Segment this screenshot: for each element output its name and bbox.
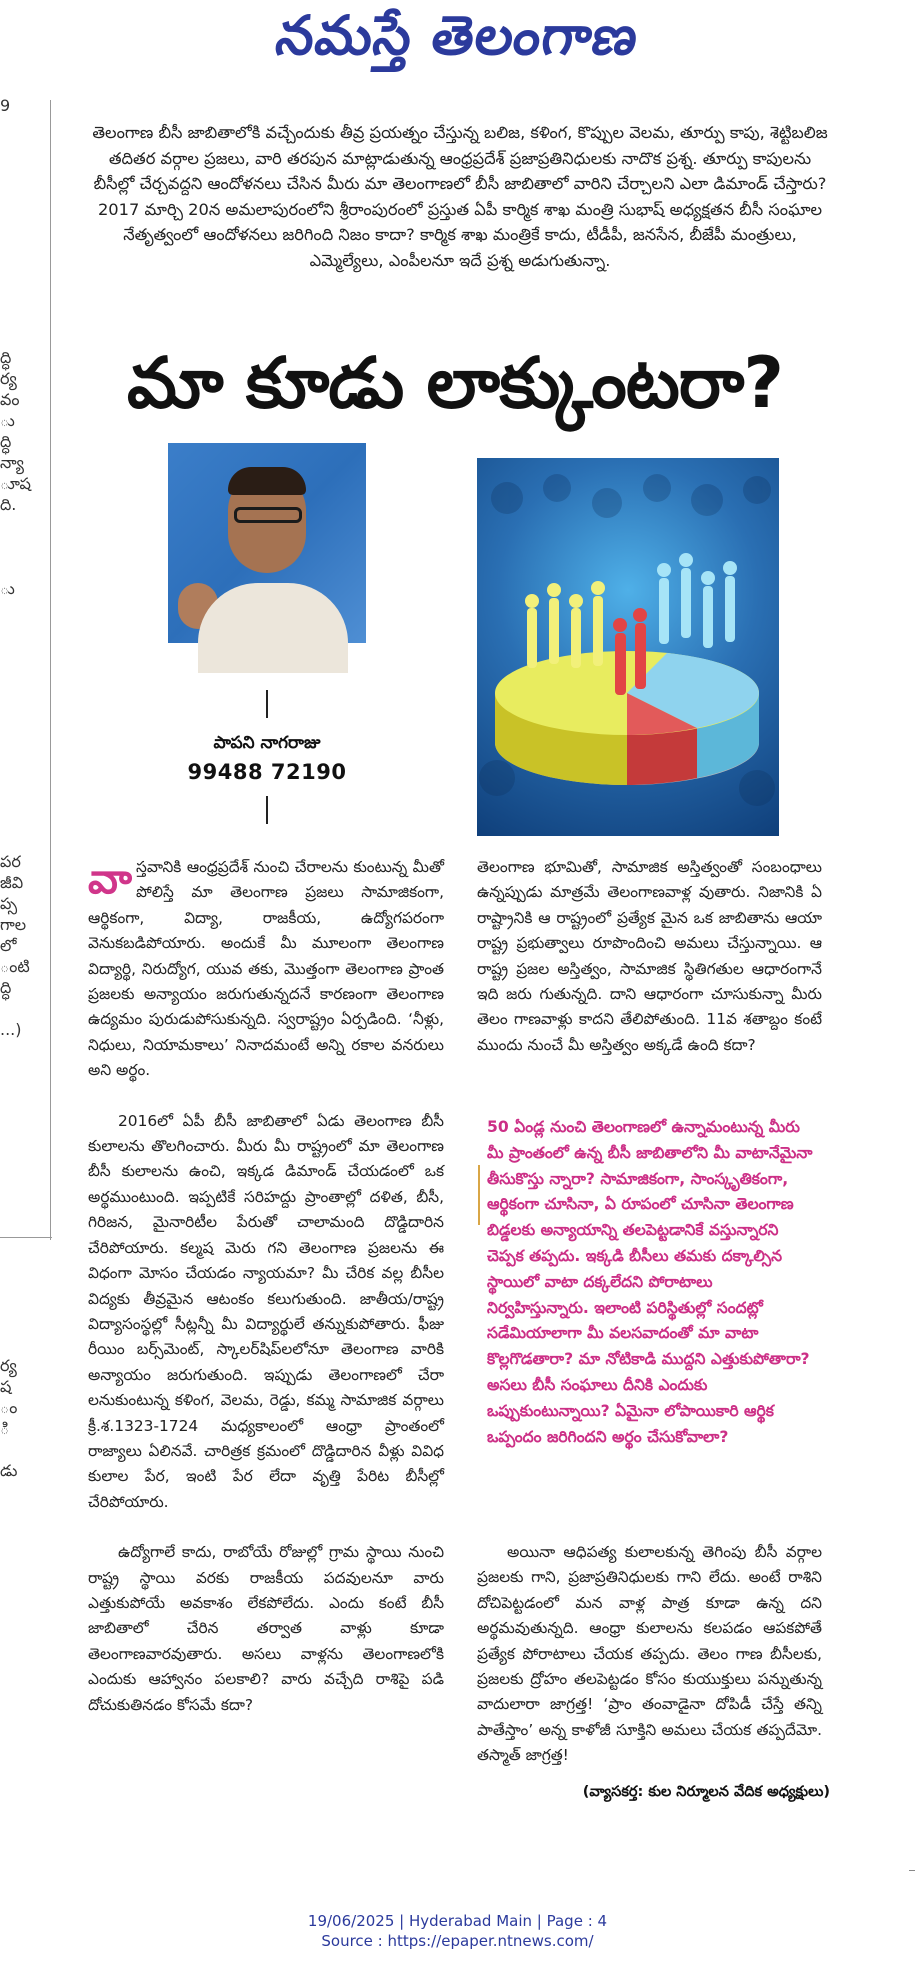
edge-fragment: న్యా <box>0 453 24 472</box>
edge-fragment: వం <box>0 390 20 409</box>
article-paragraph: వాస్తవానికి ఆంధ్రప్రదేశ్ నుంచి చేరాలను కుంటున్న మీతో పోలిస్తే మా తెలంగాణ ప్రజలు సామాజికంగా, ఆర్థికంగా, విద్యా, రాజకీయ, ఉద్యోగపరంగా వెనుకబడిపోయారు. అందుకే మీ మూలంగా తెలంగాణ విద్యార్థి, నిరుద్యోగ, యువ తకు, మొత్తంగా తెలంగాణ ప్రాంత ప్రజలకు అన్యాయం జరుగుతున్నదనే కారణంగా తెలంగాణ ఉద్యమం పురుడుపోసుకున్నది. స్వరాష్ట్రం ఏర్పడింది. ‘నీళ్లు, నిధులు, నియామకాలు’ నినాదమంటే అన్ని రకాల వనరులు అని అర్థం. <box>88 854 444 1080</box>
edge-fragment: జీవి <box>0 873 24 892</box>
edge-fragment <box>0 1272 18 1293</box>
edge-fragment <box>0 1146 18 1167</box>
edge-fragment: ంటి <box>0 957 30 976</box>
edge-fragment <box>0 1314 18 1335</box>
drop-cap: వా <box>88 854 133 903</box>
edge-fragment <box>0 600 18 621</box>
edge-fragment: ష <box>0 1377 12 1396</box>
edge-fragment: ర్య <box>0 1356 17 1375</box>
edge-fragment <box>0 1251 18 1272</box>
edge-fragment: ప్స <box>0 894 18 913</box>
edge-fragment <box>0 117 18 138</box>
article-paragraph: తెలంగాణ భూమితో, సామాజిక అస్తిత్వంతో సంబంధాలు ఉన్నప్పుడు మాత్రమే తెలంగాణవాళ్ల వుతారు. నిజానికి ఏ రాష్ట్రానికి ఆ రాష్ట్రంలో ప్రత్యేక మైన ఒక జాబితాను ఆయా రాష్ట్ర ప్రభుత్వాలు రూపొందించి అమలు చేస్తున్నాయి. ఆ రాష్ట్ర ప్రజల అస్తిత్వం, సామాజిక స్థితిగతుల ఆధారంగానే ఇది జరు గుతున్నది. దాని ఆధారంగా చూసుకున్నా మీరు తెలం గాణవాళ్లు కాదని తేలిపోతుంది. 11వ శతాబ్దం కంటే ముందు నుంచే మీ అస్తిత్వం అక్కడే ఉంది కదా? <box>477 858 822 1054</box>
article-headline: మా కూడు లాక్కుంటరా? <box>127 342 783 424</box>
pull-quote-accent-rule <box>478 1165 480 1225</box>
edge-fragment <box>0 1188 18 1209</box>
byline-name: పాపని నాగరాజు <box>213 733 321 753</box>
pull-quote: 50 ఏండ్ల నుంచి తెలంగాణలో ఉన్నామంటున్న మీరు మీ ప్రాంతంలో ఉన్న బీసీ జాబితాలోని మీ వాటానేమైనా తీసుకొస్తు న్నారా? సామాజికంగా, సాంస్కృతికంగా, ఆర్థికంగా చూసినా, ఏ రూపంలో చూసినా తెలంగాణ బిడ్డలకు అన్యాయాన్ని తలపెట్టడానికే వస్తున్నారని చెప్పక తప్పదు. ఇక్కడి బీసీలు తమకు దక్కాల్సిన స్థాయిలో వాటా దక్కలేదని పోరాటాలు నిర్వహిస్తున్నారు. ఇలాంటి పరిస్థితుల్లో సందట్లో సడేమియాలాగా మీ వలసవాదంతో మా వాటా కొల్లగొడతారా? మా నోటికాడి ముద్దని ఎత్తుకుపోతారా? అసలు బీసీ సంఘాలు దీనికి ఎందుకు ఒప్పుకుంటున్నాయి? ఏమైనా లోపాయికారి ఆర్థిక ఒప్పందం జరిగిందని అర్థం చేసుకోవాలా? <box>487 1118 813 1446</box>
edge-fragment <box>0 726 18 747</box>
edge-fragment <box>0 264 18 285</box>
edge-fragment: ర్య <box>0 369 17 388</box>
edge-fragment: ు <box>0 579 15 598</box>
edge-fragment <box>0 558 18 579</box>
author-credit: (వ్యాసకర్త: కుల నిర్మూలన వేదిక అధ్యక్షులు) <box>582 1784 830 1800</box>
page-edge-mark <box>909 1870 915 1871</box>
byline-phone: 99488 72190 <box>187 760 347 784</box>
edge-fragment: ి <box>0 1419 10 1438</box>
edge-fragment <box>0 201 18 222</box>
edge-fragment <box>0 1125 18 1146</box>
edge-fragment <box>0 789 18 810</box>
edge-fragment <box>0 159 18 180</box>
edge-fragment <box>0 999 18 1020</box>
edge-fragment <box>0 705 18 726</box>
edge-fragment <box>0 516 18 537</box>
edge-fragment <box>0 1041 18 1062</box>
article-paragraph: 2016లో ఏపీ బీసీ జాబితాలో ఏడు తెలంగాణ బీసీ కులాలను తొలగించారు. మీరు మీ రాష్ట్రంలో మా తెలంగాణ బీసీ కులాలను ఉంచి, ఇక్కడ డిమాండ్ చేయడంలో ఒక అర్థముంటుంది. ఇప్పటికే సరిహద్దు ప్రాంతాల్లో దళిత, బీసీ, గిరిజన, మైనారిటీల పేరుతో చాలామంది దొడ్డిదారిన చేరిపోయారు. కల్మష మెరు గని తెలంగాణ ప్రజలను ఈ విధంగా మోసం చేయడం న్యాయమా? మీ చేరిక వల్ల బీసీల విద్యకు తీవ్రమైన ఆటంకం కలుగుతుంది. జాతీయ/రాష్ట్ర విద్యాసంస్థల్లో సీట్లన్నీ మీ విద్యార్థులే తన్నుకుపోతారు. ఫీజు రీయిం బర్స్‌మెంట్, స్కాలర్‌షిప్‌లలోనూ తెలంగాణ వారికి అన్యాయం జరుగుతుంది. ఇప్పుడు తెలంగాణలో చేరా లనుకుంటున్న కళింగ, వెలమ, రెడ్డు, కమ్మ సామాజిక వర్గాలు క్రీ.శ.1323-1724 మధ్యకాలంలో ఆంధ్రా ప్రాంతంలో రాజ్యాలు ఏలినవే. చారిత్రక క్రమంలో దొడ్డిదారిన వీళ్లు వివిధ కులాల పేర, ఇంటి పేర లేదా వృత్తి పేరిట బీసీల్లో చేరిపోయారు. <box>88 1111 444 1511</box>
edge-fragment: డు <box>0 1461 18 1480</box>
edge-fragment <box>0 621 18 642</box>
edge-fragment <box>0 831 18 852</box>
edge-fragment: ు <box>0 411 15 430</box>
article-paragraph: ఉద్యోగాలే కాదు, రాబోయే రోజుల్లో గ్రామ స్థాయి నుంచి రాష్ట్ర స్థాయి వరకు రాజకీయ పదవులనూ వారు ఎత్తుకుపోయే అవకాశం లేకపోలేదు. ఎందు కంటే బీసీ జాబితాలో చేరిన తర్వాత వాళ్లు కూడా తెలంగాణవారవుతారు. అసలు వాళ్లను తెలంగాణలోకి ఎందుకు ఆహ్వానం పలకాలి? వారు వచ్చేది రాశిపై పడి దోచుకుతినడం కోసమే కదా? <box>88 1543 444 1714</box>
edge-fragment <box>0 1293 18 1314</box>
edge-fragment: ...) <box>0 1020 22 1039</box>
edge-fragment <box>0 1230 18 1251</box>
edge-fragment: ూష <box>0 474 31 493</box>
edge-fragment: ం <box>0 1398 18 1417</box>
article-column-right-lower <box>477 1540 822 1794</box>
edge-fragment <box>0 1104 18 1125</box>
illustration-pie-crowd <box>477 458 779 836</box>
edge-fragment <box>0 747 18 768</box>
edge-fragment <box>0 1209 18 1230</box>
edge-fragment <box>0 642 18 663</box>
byline-rule-bottom <box>266 796 268 824</box>
edge-fragment: గాల <box>0 915 27 934</box>
edge-fragment <box>0 306 18 327</box>
edge-fragment <box>0 663 18 684</box>
edge-fragment <box>0 1062 18 1083</box>
edge-fragment: ద్ధి <box>0 978 12 997</box>
epaper-footer <box>0 1911 915 1951</box>
article-column-left <box>88 855 444 1743</box>
edge-fragment <box>0 1167 18 1188</box>
edge-fragment <box>0 285 18 306</box>
footer-meta: 19/06/2025 | Hyderabad Main | Page : 4 <box>307 1912 608 1930</box>
edge-fragment: ద్ధి <box>0 348 12 367</box>
pie-illustration-graphic <box>477 458 779 836</box>
edge-fragment: పర <box>0 852 21 871</box>
column-divider <box>50 100 51 1240</box>
edge-fragment <box>0 810 18 831</box>
article-paragraph: అయినా ఆధిపత్య కులాలకున్న తెగింపు బీసీ వర్గాల ప్రజలకు గాని, ప్రజాప్రతినిధులకు గాని లేదు. అంటే రాశిని దోచిపెట్టడంలో మన వాళ్ల పాత్ర కూడా ఉన్న దని అర్థమవుతున్నది. ఆంధ్రా కులాలను కలపడం ఆపకపోతే ప్రత్యేక పోరాటాలు చేయక తప్పదు. తెలం గాణ బీసీలకు, ప్రజలకు ద్రోహం తలపెట్టడం కోసం కుయుక్తులు పన్నుతున్న వాదులారా జాగ్రత్త! ‘ప్రాం తంవాడైనా దోపిడీ చేస్తే తన్ని పాతేస్తాం’ అన్న కాళోజీ సూక్తిని అమలు చేయక తప్పదేమో. తస్మాత్ జాగ్రత్త! <box>477 1543 822 1765</box>
adjacent-column-edge <box>0 96 31 1676</box>
edge-fragment <box>0 768 18 789</box>
edge-fragment <box>0 222 18 243</box>
edge-fragment: ది. <box>0 495 17 514</box>
edge-fragment <box>0 180 18 201</box>
edge-fragment <box>0 1083 18 1104</box>
edge-fragment <box>0 1440 18 1461</box>
edge-fragment <box>0 243 18 264</box>
edge-fragment <box>0 1335 18 1356</box>
edge-fragment: 9 <box>0 96 11 115</box>
masthead-logo: నమస్తే తెలంగాణ <box>272 3 643 67</box>
edge-fragment <box>0 138 18 159</box>
edge-fragment <box>0 537 18 558</box>
edge-fragment: లో <box>0 936 17 955</box>
edge-fragment <box>0 684 18 705</box>
article-column-right <box>477 855 822 1083</box>
author-photo <box>168 443 366 643</box>
edge-fragment <box>0 327 18 348</box>
standfirst: తెలంగాణ బీసీ జాబితాలోకి వచ్చేందుకు తీవ్ర ప్రయత్నం చేస్తున్న బలిజ, కళింగ, కొప్పుల వెలమ, తూర్పు కాపు, శెట్టిబలిజ తదితర వర్గాల ప్రజలు, వారి తరపున మాట్లాడుతున్న ఆంధ్రప్రదేశ్ ప్రజాప్రతినిధులకు నాదొక ప్రశ్న. తూర్పు కాపులను బీసీల్లో చేర్చవద్దని ఆందోళనలు చేసిన మీరు మా తెలంగాణలో బీసీ జాబితాలో వారిని చేర్చాలని ఎలా డిమాండ్ చేస్తారు? 2017 మార్చి 20న అమలాపురంలోని శ్రీరాంపురంలో ప్రస్తుత ఏపీ కార్మిక శాఖ మంత్రి సుభాష్ అధ్యక్షతన బీసీ సంఘాల నేతృత్వంలో ఆందోళనలు జరిగింది నిజం కాదా? కార్మిక శాఖ మంత్రికే కాదు, టీడీపీ, జనసేన, బీజేపీ మంత్రులు, ఎమ్మెల్యేలు, ఎంపీలనూ ఇదే ప్రశ్న అడుగుతున్నా. <box>92 123 828 270</box>
footer-source: Source : https://epaper.ntnews.com/ <box>321 1932 594 1950</box>
byline-rule-top <box>266 690 268 718</box>
edge-fragment: ద్ధి <box>0 432 12 451</box>
